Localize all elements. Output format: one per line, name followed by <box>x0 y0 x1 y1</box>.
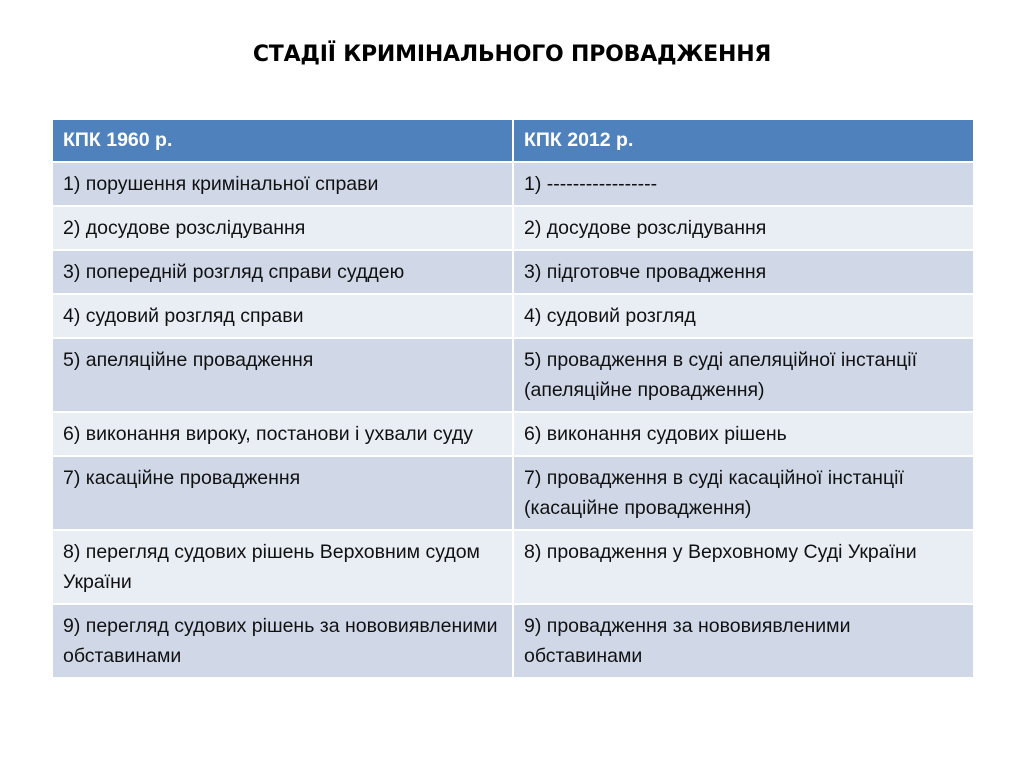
table-row <box>52 206 974 250</box>
table-row <box>52 338 974 412</box>
column-header-kpk-1960: КПК 1960 р. <box>52 119 513 162</box>
stages-comparison-table <box>51 118 975 679</box>
table-cell-2012: 2) досудове розслідування <box>513 206 974 250</box>
table-cell-2012: 4) судовий розгляд <box>513 294 974 338</box>
page-title: СТАДІЇ КРИМІНАЛЬНОГО ПРОВАДЖЕННЯ <box>252 42 772 67</box>
table-cell-1960: 9) перегляд судових рішень за нововиявленими обставинами <box>52 604 513 678</box>
table-row <box>52 162 974 206</box>
table-cell-1960: 6) виконання вироку, постанови і ухвали суду <box>52 412 513 456</box>
table-row <box>52 412 974 456</box>
table-cell-2012: 9) провадження за нововиявленими обставинами <box>513 604 974 678</box>
table-cell-1960: 1) порушення кримінальної справи <box>52 162 513 206</box>
table-row <box>52 250 974 294</box>
table-cell-2012: 5) провадження в суді апеляційної інстанції (апеляційне провадження) <box>513 338 974 412</box>
table-row <box>52 294 974 338</box>
table-cell-2012: 7) провадження в суді касаційної інстанції (касаційне провадження) <box>513 456 974 530</box>
table-cell-2012: 1) ----------------- <box>513 162 974 206</box>
column-header-kpk-2012: КПК 2012 р. <box>513 119 974 162</box>
table-row <box>52 456 974 530</box>
table-cell-2012: 6) виконання судових рішень <box>513 412 974 456</box>
table-cell-1960: 5) апеляційне провадження <box>52 338 513 412</box>
table-header-row <box>52 119 974 162</box>
table-cell-1960: 8) перегляд судових рішень Верховним судом України <box>52 530 513 604</box>
table-cell-1960: 2) досудове розслідування <box>52 206 513 250</box>
table-cell-1960: 3) попередній розгляд справи суддею <box>52 250 513 294</box>
table-row <box>52 604 974 678</box>
table-cell-2012: 3) підготовче провадження <box>513 250 974 294</box>
table-cell-2012: 8) провадження у Верховному Суді України <box>513 530 974 604</box>
table-cell-1960: 4) судовий розгляд справи <box>52 294 513 338</box>
table-cell-1960: 7) касаційне провадження <box>52 456 513 530</box>
table-row <box>52 530 974 604</box>
